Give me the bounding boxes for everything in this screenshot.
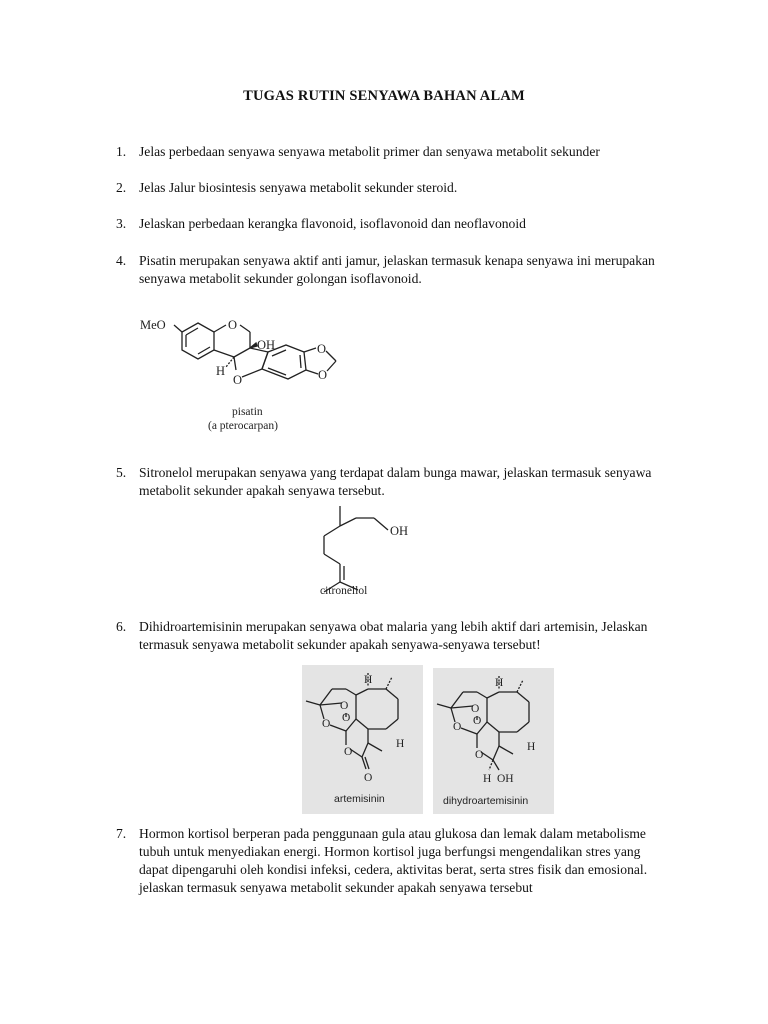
question-7: [116, 825, 668, 897]
question-number: 1.: [116, 144, 127, 159]
page-title: TUGAS RUTIN SENYAWA BAHAN ALAM: [243, 88, 525, 104]
hydrogen-label: H: [364, 674, 373, 686]
hydroxyl-label: OH: [257, 338, 276, 352]
question-number: 6.: [116, 619, 127, 634]
artemisinin-caption: artemisinin: [334, 793, 385, 805]
hydrogen-label: H: [527, 741, 536, 753]
question-number: 2.: [116, 180, 127, 195]
pisatin-labels: [140, 305, 380, 440]
hydrogen-label: H: [495, 677, 504, 689]
question-text: Pisatin merupakan senyawa aktif anti jamur, jelaskan termasuk kenapa senyawa ini merupakan senyawa metabolit sekunder golongan isoflavonoid.: [139, 253, 655, 286]
question-text: Jelas perbedaan senyawa senyawa metabolit primer dan senyawa metabolit sekunder: [139, 144, 600, 159]
question-3: [116, 215, 676, 233]
methoxy-label: MeO: [140, 318, 166, 332]
citronellol-structure: [300, 500, 430, 610]
hydrogen-label: H: [216, 364, 226, 378]
artemisinin-panel: [302, 665, 423, 814]
furan-oxygen-label: O: [233, 373, 243, 387]
dihydroartemisinin-caption: dihydroartemisinin: [443, 795, 529, 807]
question-number: 3.: [116, 216, 127, 231]
hydrogen-label: H: [396, 738, 405, 750]
hydroxyl-label: OH: [390, 524, 409, 538]
dioxole-oxygen-label: O: [318, 368, 328, 382]
ether-oxygen-label: O: [453, 721, 462, 733]
question-number: 7.: [116, 826, 127, 841]
peroxide-oxygen-label: O: [473, 715, 482, 727]
question-text: Sitronelol merupakan senyawa yang terdapat dalam bunga mawar, jelaskan termasuk senyawa metabolit sekunder apakah senyawa tersebut.: [139, 465, 652, 498]
ether-oxygen-label: O: [322, 718, 331, 730]
question-text: Jelaskan perbedaan kerangka flavonoid, isoflavonoid dan neoflavonoid: [139, 216, 526, 231]
pisatin-class-caption: (a pterocarpan): [208, 420, 278, 432]
question-6: [116, 618, 672, 654]
citronellol-labels: [300, 500, 430, 610]
dihydroartemisinin-panel: [433, 668, 554, 814]
question-text: Dihidroartemisinin merupakan senyawa obat malaria yang lebih aktif dari artemisin, Jelaskan termasuk senyawa metabolit sekunder apakah senyawa-senyawa tersebut!: [139, 619, 648, 652]
pisatin-structure: [140, 305, 380, 440]
question-5: [116, 464, 672, 500]
pisatin-caption: pisatin: [232, 406, 263, 418]
peroxide-oxygen-label: O: [340, 700, 349, 712]
question-number: 4.: [116, 253, 127, 268]
carbonyl-oxygen-label: O: [364, 772, 373, 784]
hydroxyl-label: OH: [497, 773, 514, 785]
peroxide-oxygen-label: O: [471, 703, 480, 715]
lactone-oxygen-label: O: [344, 746, 353, 758]
lactol-oxygen-label: O: [475, 749, 484, 761]
artemisinin-labels: [302, 665, 423, 814]
question-text: Jelas Jalur biosintesis senyawa metabolit sekunder steroid.: [139, 180, 458, 195]
dioxole-oxygen-label: O: [317, 342, 327, 356]
dihydroartemisinin-labels: [433, 668, 554, 814]
citronellol-caption: citronellol: [320, 585, 368, 597]
peroxide-oxygen-label: O: [342, 712, 351, 724]
question-text: Hormon kortisol berperan pada penggunaan gula atau glukosa dan lemak dalam metabolisme tubuh untuk menyediakan energi. Hormon kortisol juga berfungsi mengendalikan stres yang dapat dipengaruhi oleh kondisi infeksi, cedera, aktivitas berat, serta stres fisik dan emosional. jelaskan termasuk senyawa metabolit sekunder apakah senyawa tersebut: [139, 826, 648, 895]
question-1: [116, 143, 676, 161]
question-4: [116, 252, 666, 288]
question-number: 5.: [116, 465, 127, 480]
ring-oxygen-label: O: [228, 318, 238, 332]
question-2: [116, 179, 676, 197]
hydrogen-label: H: [483, 773, 492, 785]
